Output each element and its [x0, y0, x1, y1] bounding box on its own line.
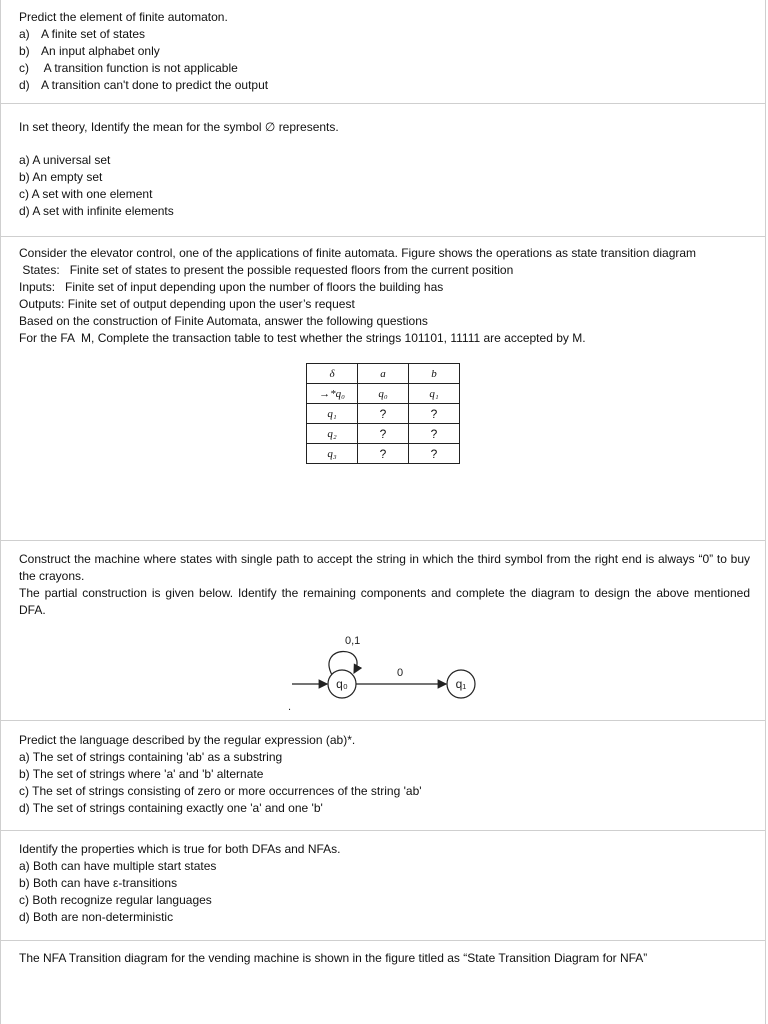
option-c: c) A set with one element	[19, 187, 153, 201]
question-1-block	[0, 0, 766, 104]
q3-line-4: Outputs: Finite set of output depending upon the user’s request	[19, 297, 355, 311]
q4-paragraph-1: Construct the machine where states with single path to accept the string in which the third symbol from the right end is always “0” to buy the crayons.	[19, 552, 750, 583]
question-1-text: Predict the element of finite automaton.	[19, 10, 228, 24]
edge-label: 0	[397, 667, 404, 679]
q3-line-3: Inputs: Finite set of input depending upon the number of floors the building has	[19, 280, 444, 294]
option-c: c) Both recognize regular languages	[19, 893, 212, 907]
table-header-cell: b	[409, 364, 460, 384]
option-d: d) Both are non-deterministic	[19, 910, 174, 924]
option-b: b) Both can have ε-transitions	[19, 876, 178, 890]
option-b: b) The set of strings where 'a' and 'b' alternate	[19, 767, 264, 781]
option-d: d) A set with infinite elements	[19, 204, 174, 218]
question-7-text: The NFA Transition diagram for the vending machine is shown in the figure titled as “State Transition Diagram for NFA”	[19, 951, 648, 965]
question-6-block	[0, 831, 766, 941]
table-cell: q₁	[307, 404, 358, 424]
table-row	[307, 404, 460, 424]
table-cell: ?	[358, 404, 409, 424]
table-cell: →*q₀	[307, 384, 358, 404]
stray-dot: .	[288, 701, 292, 713]
table-cell: q₀	[358, 384, 409, 404]
table-cell: ?	[358, 444, 409, 464]
q3-line-2: States: Finite set of states to present the possible requested floors from the current position	[19, 263, 514, 277]
option-c: c) The set of strings consisting of zero or more occurrences of the string 'ab'	[19, 784, 422, 798]
option-d: d) A transition can't done to predict the output	[19, 78, 269, 92]
option-a: a) The set of strings containing 'ab' as a substring	[19, 750, 283, 764]
table-cell: ?	[409, 424, 460, 444]
dfa-diagram	[280, 630, 500, 715]
q3-line-5: Based on the construction of Finite Automata, answer the following questions	[19, 314, 428, 328]
question-2-text: In set theory, Identify the mean for the symbol ∅ represents.	[19, 120, 339, 134]
q4-paragraph-2: The partial construction is given below. Identify the remaining components and complete the diagram to design the above mentioned DFA.	[19, 586, 750, 617]
table-cell: ?	[409, 404, 460, 424]
table-header-row	[307, 364, 460, 384]
table-row	[307, 424, 460, 444]
question-2-block	[0, 104, 766, 237]
question-6-text: Identify the properties which is true for both DFAs and NFAs.	[19, 842, 341, 856]
table-cell: q₃	[307, 444, 358, 464]
table-row	[307, 384, 460, 404]
option-a: a) A universal set	[19, 153, 111, 167]
table-cell: q₁	[409, 384, 460, 404]
state-q1-label: q₁	[455, 677, 467, 691]
table-header-cell: δ	[307, 364, 358, 384]
table-header-cell: a	[358, 364, 409, 384]
table-row	[307, 444, 460, 464]
option-c: c) A transition function is not applicable	[19, 61, 238, 75]
option-b: b) An empty set	[19, 170, 103, 184]
option-d: d) The set of strings containing exactly one 'a' and one 'b'	[19, 801, 323, 815]
table-cell: q₂	[307, 424, 358, 444]
question-7-block	[0, 941, 766, 1024]
state-q0-label: q₀	[336, 677, 348, 691]
option-b: b) An input alphabet only	[19, 44, 160, 58]
option-a: a) Both can have multiple start states	[19, 859, 217, 873]
table-cell: ?	[409, 444, 460, 464]
q3-line-1: Consider the elevator control, one of the applications of finite automata. Figure shows the operations as state transition diagram	[19, 246, 697, 260]
q3-line-6: For the FA M, Complete the transaction table to test whether the strings 101101, 11111 are accepted by M.	[19, 331, 586, 345]
table-cell: ?	[358, 424, 409, 444]
option-a: a) A finite set of states	[19, 27, 146, 41]
question-5-block	[0, 721, 766, 831]
transition-table	[306, 363, 460, 464]
question-5-text: Predict the language described by the regular expression (ab)*.	[19, 733, 356, 747]
loop-label: 0,1	[345, 635, 361, 647]
